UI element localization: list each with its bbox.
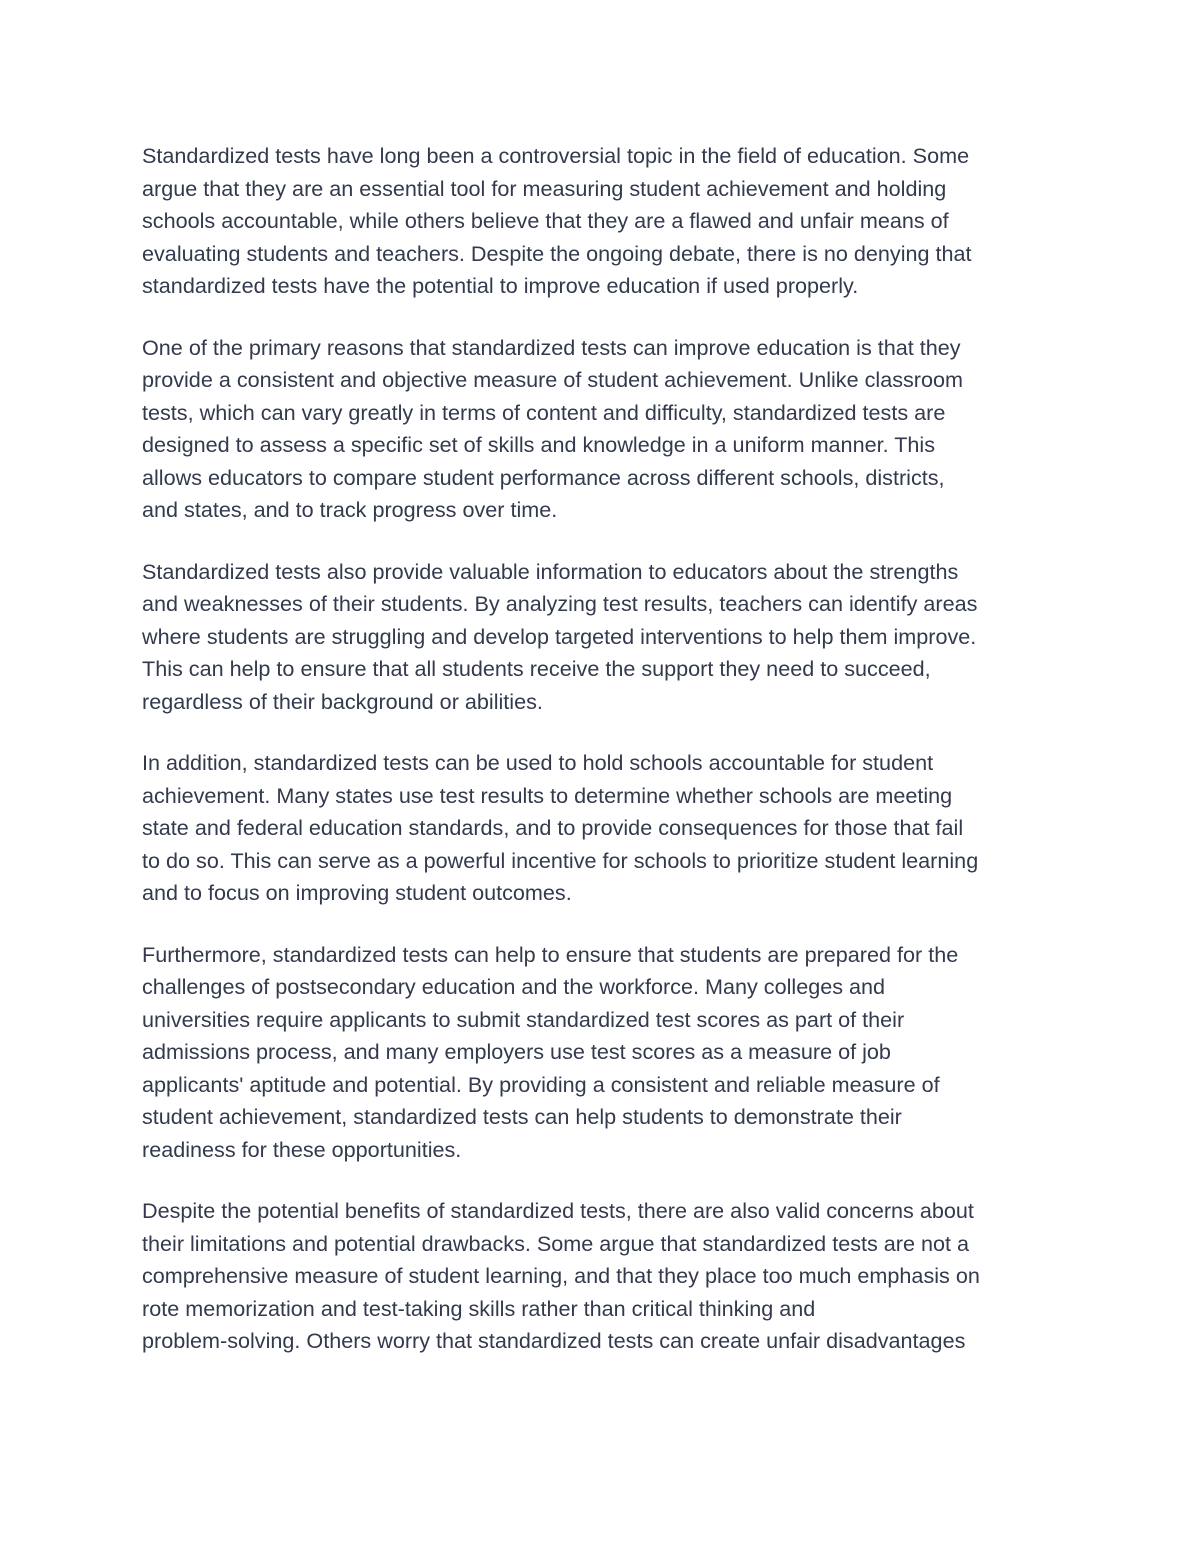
paragraph-line: to do so. This can serve as a powerful incentive for schools to prioritize student learning <box>142 847 979 873</box>
paragraph-line: applicants' aptitude and potential. By providing a consistent and reliable measure of <box>142 1071 940 1097</box>
paragraph-line: One of the primary reasons that standardized tests can improve education is that they <box>142 334 961 360</box>
paragraph-line: where students are struggling and develop targeted interventions to help them improve. <box>142 623 977 649</box>
paragraph-line: standardized tests have the potential to improve education if used properly. <box>142 273 859 298</box>
paragraph-line: readiness for these opportunities. <box>142 1136 462 1162</box>
paragraph-3 <box>142 556 1072 719</box>
paragraph-line: rote memorization and test-taking skills rather than critical thinking and <box>142 1295 816 1321</box>
paragraph-2 <box>142 332 1072 527</box>
paragraph-6 <box>142 1195 1072 1358</box>
paragraph-line: universities require applicants to submit standardized test scores as part of their <box>142 1006 905 1032</box>
paragraph-line: and weaknesses of their students. By analyzing test results, teachers can identify areas <box>142 591 978 616</box>
paragraph-gap <box>142 527 1072 556</box>
paragraph-line: achievement. Many states use test results to determine whether schools are meeting <box>142 782 953 808</box>
paragraph-line: and states, and to track progress over time. <box>142 497 558 522</box>
paragraph-line: comprehensive measure of student learning, and that they place too much emphasis on <box>142 1263 980 1288</box>
paragraph-line: student achievement, standardized tests can help students to demonstrate their <box>142 1104 902 1129</box>
paragraph-line: allows educators to compare student performance across different schools, districts, <box>142 464 945 490</box>
document-body <box>142 140 1072 1358</box>
paragraph-line: schools accountable, while others believe that they are a flawed and unfair means of <box>142 208 949 233</box>
paragraph-line: their limitations and potential drawbacks. Some argue that standardized tests are not a <box>142 1230 970 1256</box>
paragraph-line: challenges of postsecondary education and the workforce. Many colleges and <box>142 974 886 999</box>
paragraph-line: admissions process, and many employers use test scores as a measure of job <box>142 1039 891 1064</box>
paragraph-5 <box>142 939 1072 1167</box>
paragraph-line: This can help to ensure that all students receive the support they need to succeed, <box>142 656 931 681</box>
paragraph-line: Standardized tests have long been a controversial topic in the field of education. Some <box>142 143 970 168</box>
paragraph-4 <box>142 747 1072 910</box>
paragraph-line: tests, which can vary greatly in terms of content and difficulty, standardized tests are <box>142 399 946 425</box>
paragraph-line: state and federal education standards, and to provide consequences for those that fail <box>142 815 964 840</box>
paragraph-line: In addition, standardized tests can be used to hold schools accountable for student <box>142 750 934 775</box>
paragraph-line: and to focus on improving student outcomes. <box>142 880 572 905</box>
paragraph-gap <box>142 1166 1072 1195</box>
paragraph-line: problem-solving. Others worry that standardized tests can create unfair disadvantages <box>142 1328 966 1353</box>
paragraph-line: argue that they are an essential tool for measuring student achievement and holding <box>142 175 947 201</box>
paragraph-line: regardless of their background or abilities. <box>142 688 543 714</box>
paragraph-line: provide a consistent and objective measure of student achievement. Unlike classroom <box>142 367 963 392</box>
paragraph-gap <box>142 910 1072 939</box>
paragraph-1 <box>142 140 1072 303</box>
paragraph-line: designed to assess a specific set of skills and knowledge in a uniform manner. This <box>142 432 935 457</box>
paragraph-line: Furthermore, standardized tests can help to ensure that students are prepared for the <box>142 941 959 967</box>
paragraph-line: Standardized tests also provide valuable information to educators about the strengths <box>142 558 959 584</box>
paragraph-gap <box>142 718 1072 747</box>
paragraph-line: evaluating students and teachers. Despite the ongoing debate, there is no denying that <box>142 240 972 266</box>
paragraph-gap <box>142 303 1072 332</box>
paragraph-line: Despite the potential benefits of standardized tests, there are also valid concerns about <box>142 1198 974 1223</box>
